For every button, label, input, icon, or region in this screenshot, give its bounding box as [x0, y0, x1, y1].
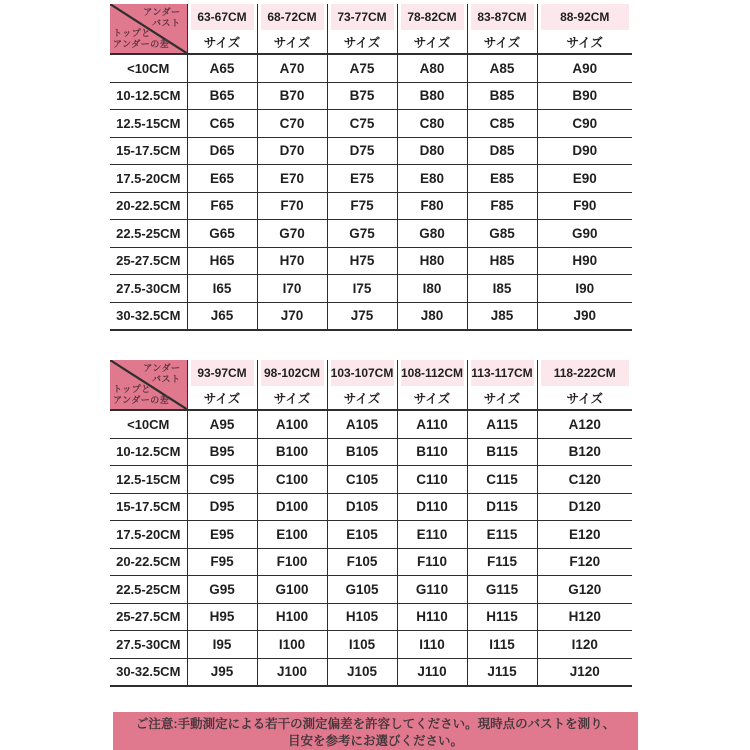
bra-size-cell: J90: [537, 302, 632, 330]
table-row: [110, 576, 632, 604]
diff-range-label: 30-32.5CM: [110, 302, 187, 330]
bra-size-cell: B110: [397, 438, 467, 466]
underbust-axis-label-line1: アンダー: [143, 363, 181, 373]
bra-size-cell: E95: [187, 521, 257, 549]
table-row: [110, 275, 632, 303]
bra-size-cell: H85: [467, 247, 537, 275]
bra-size-cell: F90: [537, 192, 632, 220]
bra-size-cell: G75: [327, 220, 397, 248]
bra-size-cell: I75: [327, 275, 397, 303]
notice-line-1: ご注意:手動測定による若干の測定偏差を許容してください。現時点のバストを測り、: [135, 717, 616, 731]
bra-size-cell: E115: [467, 521, 537, 549]
bra-size-cell: D70: [257, 137, 327, 165]
bra-size-cell: D115: [467, 493, 537, 521]
bra-size-cell: G120: [537, 576, 632, 604]
bra-size-cell: B115: [467, 438, 537, 466]
bra-size-cell: H105: [327, 603, 397, 631]
table-row: [110, 302, 632, 330]
bra-size-cell: I70: [257, 275, 327, 303]
bra-size-cell: D85: [467, 137, 537, 165]
bra-size-cell: I100: [257, 631, 327, 659]
underbust-range-header: 103-107CM: [327, 360, 397, 386]
notice-line-2: 目安を参考にお選びください。: [287, 733, 463, 748]
table-row: [110, 493, 632, 521]
bra-size-cell: E75: [327, 165, 397, 193]
bra-size-cell: D95: [187, 493, 257, 521]
top-under-diff-axis-label: [113, 28, 169, 50]
size-label-cell: サイズ: [537, 386, 632, 410]
bra-size-cell: C115: [467, 466, 537, 494]
bra-size-cell: E85: [467, 165, 537, 193]
diff-range-label: 15-17.5CM: [110, 493, 187, 521]
bra-size-cell: H80: [397, 247, 467, 275]
bra-size-cell: F65: [187, 192, 257, 220]
bra-size-cell: A65: [187, 54, 257, 82]
size-table-section-1: [110, 4, 632, 331]
table-row: [110, 410, 632, 438]
bra-size-cell: B105: [327, 438, 397, 466]
bra-size-cell: F110: [397, 548, 467, 576]
table-row: [110, 110, 632, 138]
bra-size-cell: J95: [187, 658, 257, 686]
bra-size-cell: A110: [397, 410, 467, 438]
size-label-row: [110, 30, 632, 54]
bra-size-cell: A95: [187, 410, 257, 438]
underbust-range-header: 113-117CM: [467, 360, 537, 386]
bra-size-cell: G65: [187, 220, 257, 248]
size-label-cell: サイズ: [467, 386, 537, 410]
table-row: [110, 165, 632, 193]
bra-size-cell: G95: [187, 576, 257, 604]
bra-size-cell: H115: [467, 603, 537, 631]
size-table-2: [110, 360, 632, 687]
size-label-cell: サイズ: [397, 30, 467, 54]
bra-size-cell: F95: [187, 548, 257, 576]
bra-size-cell: B90: [537, 82, 632, 110]
bra-size-cell: E105: [327, 521, 397, 549]
underbust-axis-label-line2: バスト: [151, 17, 181, 28]
bra-size-cell: C110: [397, 466, 467, 494]
table-row: [110, 631, 632, 659]
underbust-range-header: 83-87CM: [467, 4, 537, 30]
diff-range-label: 27.5-30CM: [110, 631, 187, 659]
bra-size-cell: B95: [187, 438, 257, 466]
underbust-header-row: [110, 4, 632, 30]
underbust-range-header: 98-102CM: [257, 360, 327, 386]
bra-size-cell: C85: [467, 110, 537, 138]
top-under-diff-axis-label: [113, 384, 169, 406]
bra-size-cell: J75: [327, 302, 397, 330]
table-row: [110, 192, 632, 220]
table-row: [110, 548, 632, 576]
bra-size-cell: C100: [257, 466, 327, 494]
diff-range-label: 10-12.5CM: [110, 438, 187, 466]
table-row: [110, 137, 632, 165]
underbust-range-header: 73-77CM: [327, 4, 397, 30]
table-row: [110, 438, 632, 466]
diff-range-label: 15-17.5CM: [110, 137, 187, 165]
underbust-range-header: 108-112CM: [397, 360, 467, 386]
diff-range-label: <10CM: [110, 410, 187, 438]
bra-size-cell: H110: [397, 603, 467, 631]
bra-size-cell: J105: [327, 658, 397, 686]
bra-size-cell: B80: [397, 82, 467, 110]
bra-size-cell: A85: [467, 54, 537, 82]
bra-size-cell: C90: [537, 110, 632, 138]
bra-size-cell: C120: [537, 466, 632, 494]
underbust-axis-label: [143, 363, 180, 385]
bra-size-cell: D65: [187, 137, 257, 165]
table-row: [110, 603, 632, 631]
bra-size-cell: F70: [257, 192, 327, 220]
bra-size-cell: F75: [327, 192, 397, 220]
table-row: [110, 247, 632, 275]
bra-size-cell: G80: [397, 220, 467, 248]
diff-range-label: 30-32.5CM: [110, 658, 187, 686]
bra-size-cell: I110: [397, 631, 467, 659]
bra-size-cell: D105: [327, 493, 397, 521]
diff-range-label: 27.5-30CM: [110, 275, 187, 303]
bra-size-cell: F80: [397, 192, 467, 220]
bra-size-cell: I85: [467, 275, 537, 303]
underbust-axis-label-line2: バスト: [151, 373, 181, 384]
size-table-body: [110, 410, 632, 686]
bra-size-cell: B120: [537, 438, 632, 466]
bra-size-cell: B65: [187, 82, 257, 110]
bra-size-cell: C70: [257, 110, 327, 138]
size-label-cell: サイズ: [257, 30, 327, 54]
bra-size-cell: J115: [467, 658, 537, 686]
table-row: [110, 466, 632, 494]
bra-size-cell: F100: [257, 548, 327, 576]
diff-range-label: 25-27.5CM: [110, 603, 187, 631]
bra-size-cell: I115: [467, 631, 537, 659]
bra-size-cell: C105: [327, 466, 397, 494]
bra-size-cell: G105: [327, 576, 397, 604]
diff-range-label: 17.5-20CM: [110, 165, 187, 193]
bra-size-cell: C65: [187, 110, 257, 138]
diff-range-label: 12.5-15CM: [110, 466, 187, 494]
diff-axis-label-line2: アンダーの差: [113, 395, 170, 406]
bra-size-cell: E90: [537, 165, 632, 193]
bra-size-cell: E120: [537, 521, 632, 549]
bra-size-cell: D100: [257, 493, 327, 521]
bra-size-cell: H120: [537, 603, 632, 631]
diff-range-label: <10CM: [110, 54, 187, 82]
bra-size-cell: F105: [327, 548, 397, 576]
corner-header-cell: [110, 360, 187, 410]
bra-size-cell: H100: [257, 603, 327, 631]
diff-range-label: 17.5-20CM: [110, 521, 187, 549]
bra-size-cell: E65: [187, 165, 257, 193]
bra-size-cell: H65: [187, 247, 257, 275]
bra-size-cell: I90: [537, 275, 632, 303]
bra-size-cell: J110: [397, 658, 467, 686]
bra-size-cell: F115: [467, 548, 537, 576]
size-label-cell: サイズ: [187, 30, 257, 54]
bra-size-cell: F120: [537, 548, 632, 576]
bra-size-cell: I65: [187, 275, 257, 303]
bra-size-cell: A70: [257, 54, 327, 82]
bra-size-cell: J80: [397, 302, 467, 330]
bra-size-cell: B100: [257, 438, 327, 466]
diff-range-label: 12.5-15CM: [110, 110, 187, 138]
underbust-axis-label: [143, 7, 180, 29]
bra-size-cell: J120: [537, 658, 632, 686]
diff-axis-label-line1: トップと: [113, 28, 151, 39]
underbust-range-header: 78-82CM: [397, 4, 467, 30]
size-label-row: [110, 386, 632, 410]
diff-axis-label-line1: トップと: [113, 384, 151, 395]
bra-size-cell: G70: [257, 220, 327, 248]
underbust-range-header: 93-97CM: [187, 360, 257, 386]
bra-size-cell: C95: [187, 466, 257, 494]
notice-bar: [113, 712, 638, 750]
table-row: [110, 658, 632, 686]
size-label-cell: サイズ: [467, 30, 537, 54]
bra-size-cell: F85: [467, 192, 537, 220]
size-table-1: [110, 4, 632, 331]
size-label-cell: サイズ: [187, 386, 257, 410]
diff-range-label: 20-22.5CM: [110, 548, 187, 576]
size-table-section-2: [110, 360, 632, 687]
bra-size-cell: A105: [327, 410, 397, 438]
underbust-range-header: 68-72CM: [257, 4, 327, 30]
table-row: [110, 220, 632, 248]
bra-size-cell: I95: [187, 631, 257, 659]
bra-size-cell: G100: [257, 576, 327, 604]
bra-size-cell: I80: [397, 275, 467, 303]
bra-size-cell: D80: [397, 137, 467, 165]
bra-size-cell: D110: [397, 493, 467, 521]
bra-size-cell: H90: [537, 247, 632, 275]
table-row: [110, 82, 632, 110]
bra-size-cell: G115: [467, 576, 537, 604]
size-label-cell: サイズ: [537, 30, 632, 54]
bra-size-cell: B75: [327, 82, 397, 110]
bra-size-cell: G110: [397, 576, 467, 604]
diff-range-label: 22.5-25CM: [110, 576, 187, 604]
size-label-cell: サイズ: [397, 386, 467, 410]
bra-size-cell: A120: [537, 410, 632, 438]
bra-size-cell: D75: [327, 137, 397, 165]
bra-size-cell: E100: [257, 521, 327, 549]
diff-range-label: 10-12.5CM: [110, 82, 187, 110]
bra-size-cell: H70: [257, 247, 327, 275]
table-row: [110, 521, 632, 549]
bra-size-cell: J100: [257, 658, 327, 686]
bra-size-cell: C75: [327, 110, 397, 138]
diff-axis-label-line2: アンダーの差: [113, 39, 170, 50]
bra-size-cell: A100: [257, 410, 327, 438]
bra-size-cell: G90: [537, 220, 632, 248]
bra-size-cell: A90: [537, 54, 632, 82]
bra-size-cell: A115: [467, 410, 537, 438]
bra-size-cell: E80: [397, 165, 467, 193]
bra-size-cell: E70: [257, 165, 327, 193]
bra-size-cell: B70: [257, 82, 327, 110]
size-label-cell: サイズ: [257, 386, 327, 410]
bra-size-cell: B85: [467, 82, 537, 110]
bra-size-cell: H95: [187, 603, 257, 631]
bra-size-cell: J70: [257, 302, 327, 330]
underbust-header-row: [110, 360, 632, 386]
size-label-cell: サイズ: [327, 386, 397, 410]
bra-size-cell: C80: [397, 110, 467, 138]
underbust-range-header: 63-67CM: [187, 4, 257, 30]
bra-size-cell: D120: [537, 493, 632, 521]
bra-size-cell: J85: [467, 302, 537, 330]
bra-size-cell: G85: [467, 220, 537, 248]
bra-size-cell: A75: [327, 54, 397, 82]
bra-size-cell: J65: [187, 302, 257, 330]
bra-size-cell: I120: [537, 631, 632, 659]
table-row: [110, 54, 632, 82]
bra-size-cell: I105: [327, 631, 397, 659]
bra-size-cell: D90: [537, 137, 632, 165]
underbust-axis-label-line1: アンダー: [143, 7, 181, 17]
size-table-body: [110, 54, 632, 330]
diff-range-label: 20-22.5CM: [110, 192, 187, 220]
underbust-range-header: 88-92CM: [537, 4, 632, 30]
diff-range-label: 25-27.5CM: [110, 247, 187, 275]
bra-size-cell: E110: [397, 521, 467, 549]
bra-size-cell: H75: [327, 247, 397, 275]
size-label-cell: サイズ: [327, 30, 397, 54]
underbust-range-header: 118-222CM: [537, 360, 632, 386]
corner-header-cell: [110, 4, 187, 54]
diff-range-label: 22.5-25CM: [110, 220, 187, 248]
bra-size-cell: A80: [397, 54, 467, 82]
